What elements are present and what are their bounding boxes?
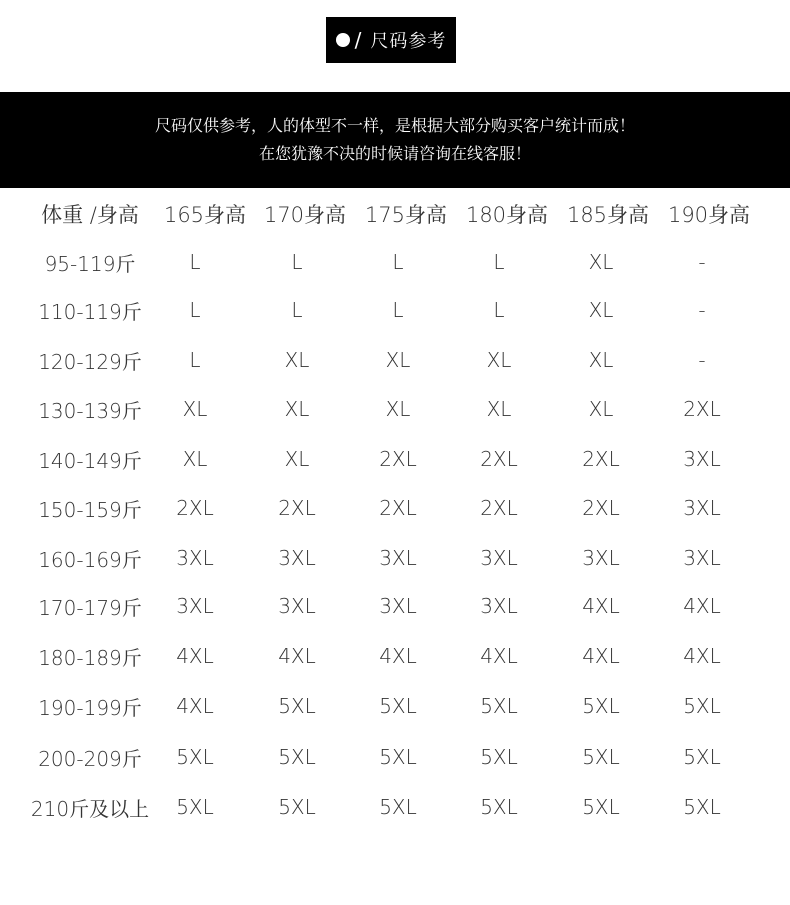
size-cell: L — [493, 250, 505, 274]
weight-range-cell: 150-159斤 — [38, 497, 142, 522]
section-title: 尺码参考 — [370, 31, 447, 52]
size-cell: XL — [385, 348, 411, 372]
size-cell: 4XL — [582, 594, 620, 618]
size-cell: 4XL — [480, 644, 518, 668]
size-cell: 2XL — [176, 496, 214, 520]
size-cell: XL — [284, 348, 310, 372]
header-cell: 175身高 — [364, 203, 448, 227]
size-cell: XL — [588, 397, 614, 421]
size-cell: 2XL — [582, 496, 620, 520]
table-row — [0, 242, 790, 282]
size-cell: 5XL — [176, 745, 214, 769]
size-cell: 3XL — [278, 594, 316, 618]
table-row — [0, 737, 790, 777]
size-cell: 5XL — [278, 745, 316, 769]
size-cell: 5XL — [480, 795, 518, 819]
size-cell: L — [291, 298, 303, 322]
size-cell: - — [698, 250, 706, 274]
size-cell: 2XL — [480, 496, 518, 520]
table-row — [0, 488, 790, 528]
size-cell: 2XL — [582, 447, 620, 471]
size-cell: 4XL — [582, 644, 620, 668]
table-header-row — [0, 194, 790, 234]
size-cell: 5XL — [278, 694, 316, 718]
weight-range-cell: 95-119斤 — [44, 251, 136, 276]
section-title-badge — [326, 17, 456, 63]
size-cell: XL — [182, 397, 208, 421]
size-cell: 5XL — [176, 795, 214, 819]
weight-range-cell: 130-139斤 — [38, 398, 142, 423]
size-cell: 5XL — [379, 795, 417, 819]
size-cell: XL — [486, 348, 512, 372]
size-cell: 4XL — [278, 644, 316, 668]
size-cell: 4XL — [683, 594, 721, 618]
weight-range-cell: 200-209斤 — [38, 746, 142, 771]
size-cell: 5XL — [582, 745, 620, 769]
size-cell: 2XL — [480, 447, 518, 471]
header-cell: 170身高 — [263, 203, 347, 227]
header-cell: 165身高 — [163, 203, 247, 227]
notice-line-2: 在您犹豫不决的时候请咨询在线客服！ — [258, 144, 531, 163]
size-cell: 2XL — [683, 397, 721, 421]
weight-range-cell: 120-129斤 — [38, 349, 142, 374]
table-row — [0, 636, 790, 676]
size-cell: L — [189, 348, 201, 372]
size-cell: XL — [588, 348, 614, 372]
size-cell: 3XL — [480, 546, 518, 570]
size-cell: L — [392, 298, 404, 322]
table-row — [0, 686, 790, 726]
size-cell: L — [291, 250, 303, 274]
header-cell: 180身高 — [465, 203, 549, 227]
size-cell: 2XL — [278, 496, 316, 520]
size-cell: 3XL — [683, 496, 721, 520]
size-cell: 5XL — [480, 745, 518, 769]
table-row — [0, 439, 790, 479]
size-cell: 3XL — [582, 546, 620, 570]
weight-range-cell: 180-189斤 — [38, 645, 142, 670]
header-cell: 190身高 — [667, 203, 751, 227]
size-cell: 4XL — [176, 644, 214, 668]
header-cell: 185身高 — [566, 203, 650, 227]
slash-divider: / — [354, 28, 363, 52]
size-cell: 3XL — [379, 594, 417, 618]
size-cell: 3XL — [176, 546, 214, 570]
size-cell: XL — [588, 250, 614, 274]
table-row — [0, 290, 790, 330]
table-row — [0, 389, 790, 429]
weight-range-cell: 140-149斤 — [38, 448, 142, 473]
table-row — [0, 787, 790, 827]
size-cell: 5XL — [683, 745, 721, 769]
size-cell: 2XL — [379, 447, 417, 471]
weight-range-cell: 170-179斤 — [38, 595, 142, 620]
size-cell: L — [493, 298, 505, 322]
weight-range-cell: 160-169斤 — [38, 547, 142, 572]
weight-range-cell: 190-199斤 — [38, 695, 142, 720]
size-cell: 3XL — [683, 447, 721, 471]
weight-range-cell: 210斤及以上 — [30, 796, 150, 821]
notice-banner — [0, 92, 790, 188]
bullet-dot-icon — [336, 33, 350, 47]
size-cell: 5XL — [683, 694, 721, 718]
notice-line-1: 尺码仅供参考，人的体型不一样，是根据大部分购买客户统计而成！ — [154, 116, 635, 135]
table-row — [0, 340, 790, 380]
size-cell: 3XL — [379, 546, 417, 570]
size-cell: - — [698, 348, 706, 372]
size-cell: 4XL — [176, 694, 214, 718]
size-cell: 5XL — [379, 745, 417, 769]
size-cell: XL — [284, 447, 310, 471]
size-cell: 5XL — [582, 694, 620, 718]
size-cell: 3XL — [480, 594, 518, 618]
size-cell: XL — [588, 298, 614, 322]
size-cell: 3XL — [683, 546, 721, 570]
size-cell: XL — [486, 397, 512, 421]
weight-range-cell: 110-119斤 — [38, 299, 142, 324]
table-row — [0, 586, 790, 626]
size-cell: L — [392, 250, 404, 274]
size-cell: 5XL — [379, 694, 417, 718]
size-cell: 4XL — [683, 644, 721, 668]
header-cell: 体重 /身高 — [41, 203, 139, 227]
size-cell: 3XL — [176, 594, 214, 618]
size-cell: XL — [182, 447, 208, 471]
table-row — [0, 538, 790, 578]
size-cell: XL — [385, 397, 411, 421]
size-cell: 5XL — [278, 795, 316, 819]
size-cell: XL — [284, 397, 310, 421]
size-cell: 5XL — [683, 795, 721, 819]
size-cell: 4XL — [379, 644, 417, 668]
size-cell: L — [189, 298, 201, 322]
size-cell: 5XL — [480, 694, 518, 718]
size-cell: 2XL — [379, 496, 417, 520]
size-cell: 5XL — [582, 795, 620, 819]
size-cell: - — [698, 298, 706, 322]
size-cell: L — [189, 250, 201, 274]
size-cell: 3XL — [278, 546, 316, 570]
